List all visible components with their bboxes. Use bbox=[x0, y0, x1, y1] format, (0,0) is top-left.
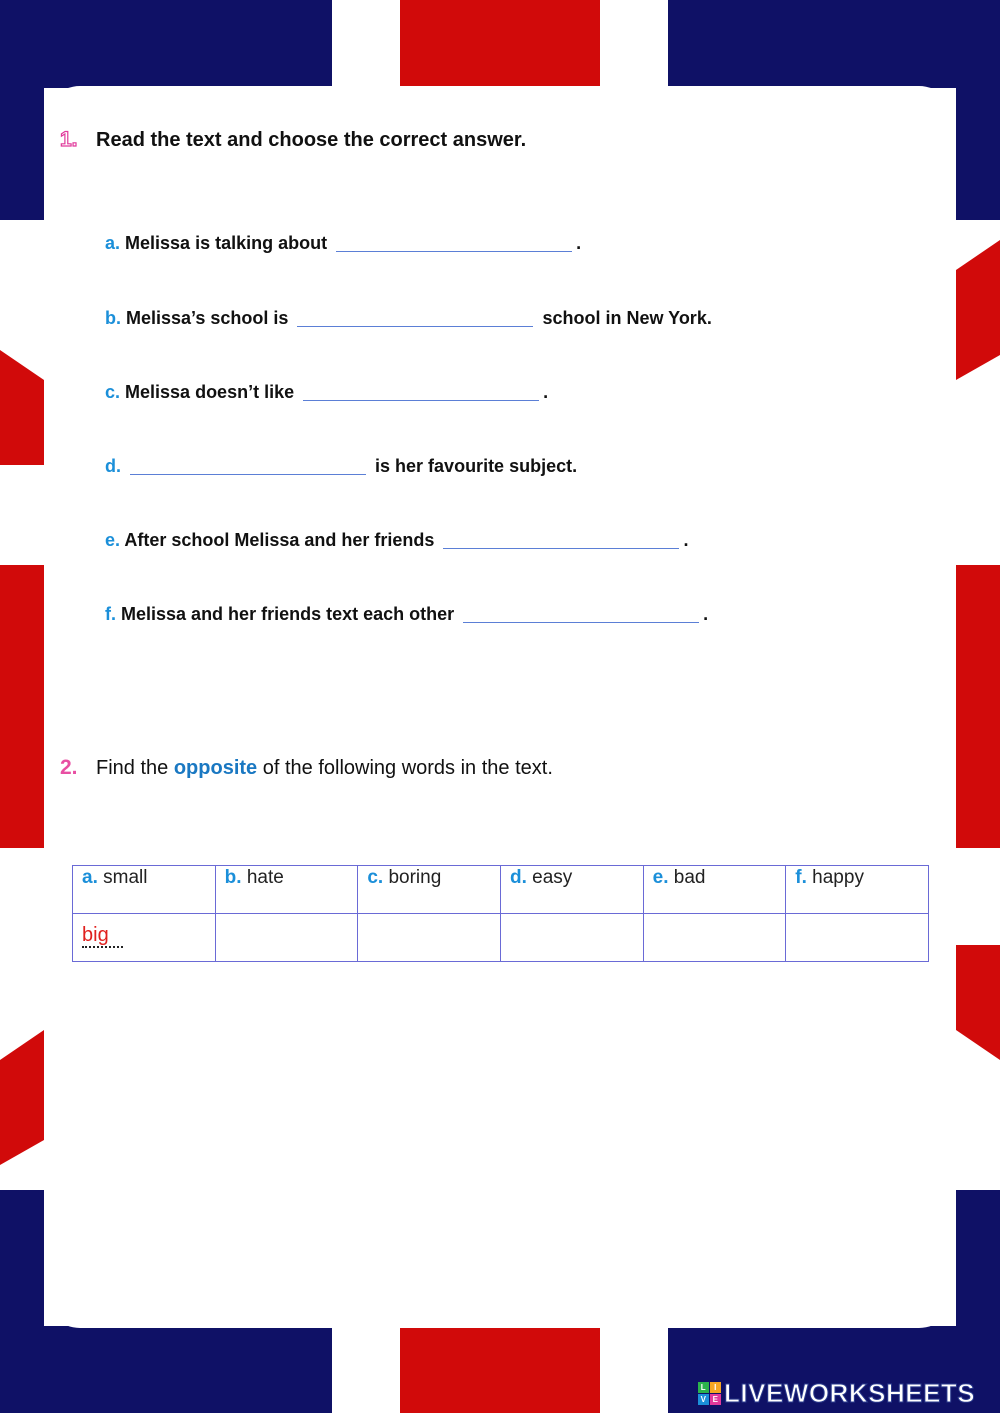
word-cell-c: c. boring bbox=[358, 866, 501, 914]
answer-blank-f[interactable] bbox=[463, 621, 699, 623]
question-2-heading bbox=[60, 756, 553, 780]
question-1-item-b: b. Melissa’s school is school in New York. bbox=[105, 308, 712, 328]
answer-blank-b[interactable] bbox=[297, 325, 533, 327]
answer-blank-d[interactable] bbox=[130, 473, 366, 475]
answer-cell-d[interactable] bbox=[500, 914, 643, 962]
word-cell-b: b. hate bbox=[215, 866, 358, 914]
question-1-item-a: a. Melissa is talking about . bbox=[105, 233, 582, 253]
word-cell-f: f. happy bbox=[786, 866, 929, 914]
question-1-item-f: f. Melissa and her friends text each other . bbox=[105, 604, 709, 624]
word-cell-e: e. bad bbox=[643, 866, 786, 914]
answer-cell-a[interactable] bbox=[73, 914, 216, 962]
liveworksheets-text: LIVEWORKSHEETS bbox=[724, 1378, 976, 1408]
liveworksheets-logo-icon: L I V E bbox=[698, 1382, 721, 1405]
word-cell-d: d. easy bbox=[500, 866, 643, 914]
question-2-instruction-start: Find the bbox=[96, 757, 169, 779]
answer-blank-a[interactable] bbox=[336, 250, 572, 252]
question-1-item-c: c. Melissa doesn’t like . bbox=[105, 382, 549, 402]
answer-cell-b[interactable] bbox=[215, 914, 358, 962]
question-2-number: 2. bbox=[60, 756, 78, 779]
question-2-instruction-highlight: opposite bbox=[173, 757, 258, 779]
liveworksheets-watermark bbox=[698, 1378, 975, 1409]
opposites-table bbox=[72, 865, 929, 962]
question-1-number: 1. bbox=[60, 128, 78, 151]
question-2-instruction-end: of the following words in the text. bbox=[262, 757, 553, 779]
question-1-instruction: Read the text and choose the correct answer. bbox=[96, 129, 527, 151]
question-1-item-e: e. After school Melissa and her friends . bbox=[105, 530, 689, 550]
question-1-item-d: d. is her favourite subject. bbox=[105, 456, 578, 476]
answer-cell-c[interactable] bbox=[358, 914, 501, 962]
opposites-words-row bbox=[73, 866, 929, 914]
answer-example: big bbox=[82, 924, 123, 948]
answer-cell-f[interactable] bbox=[786, 914, 929, 962]
answer-cell-e[interactable] bbox=[643, 914, 786, 962]
opposites-answers-row bbox=[73, 914, 929, 962]
word-cell-a: a. small bbox=[73, 866, 216, 914]
answer-blank-e[interactable] bbox=[443, 547, 679, 549]
answer-blank-c[interactable] bbox=[303, 399, 539, 401]
question-1-heading bbox=[60, 128, 526, 152]
